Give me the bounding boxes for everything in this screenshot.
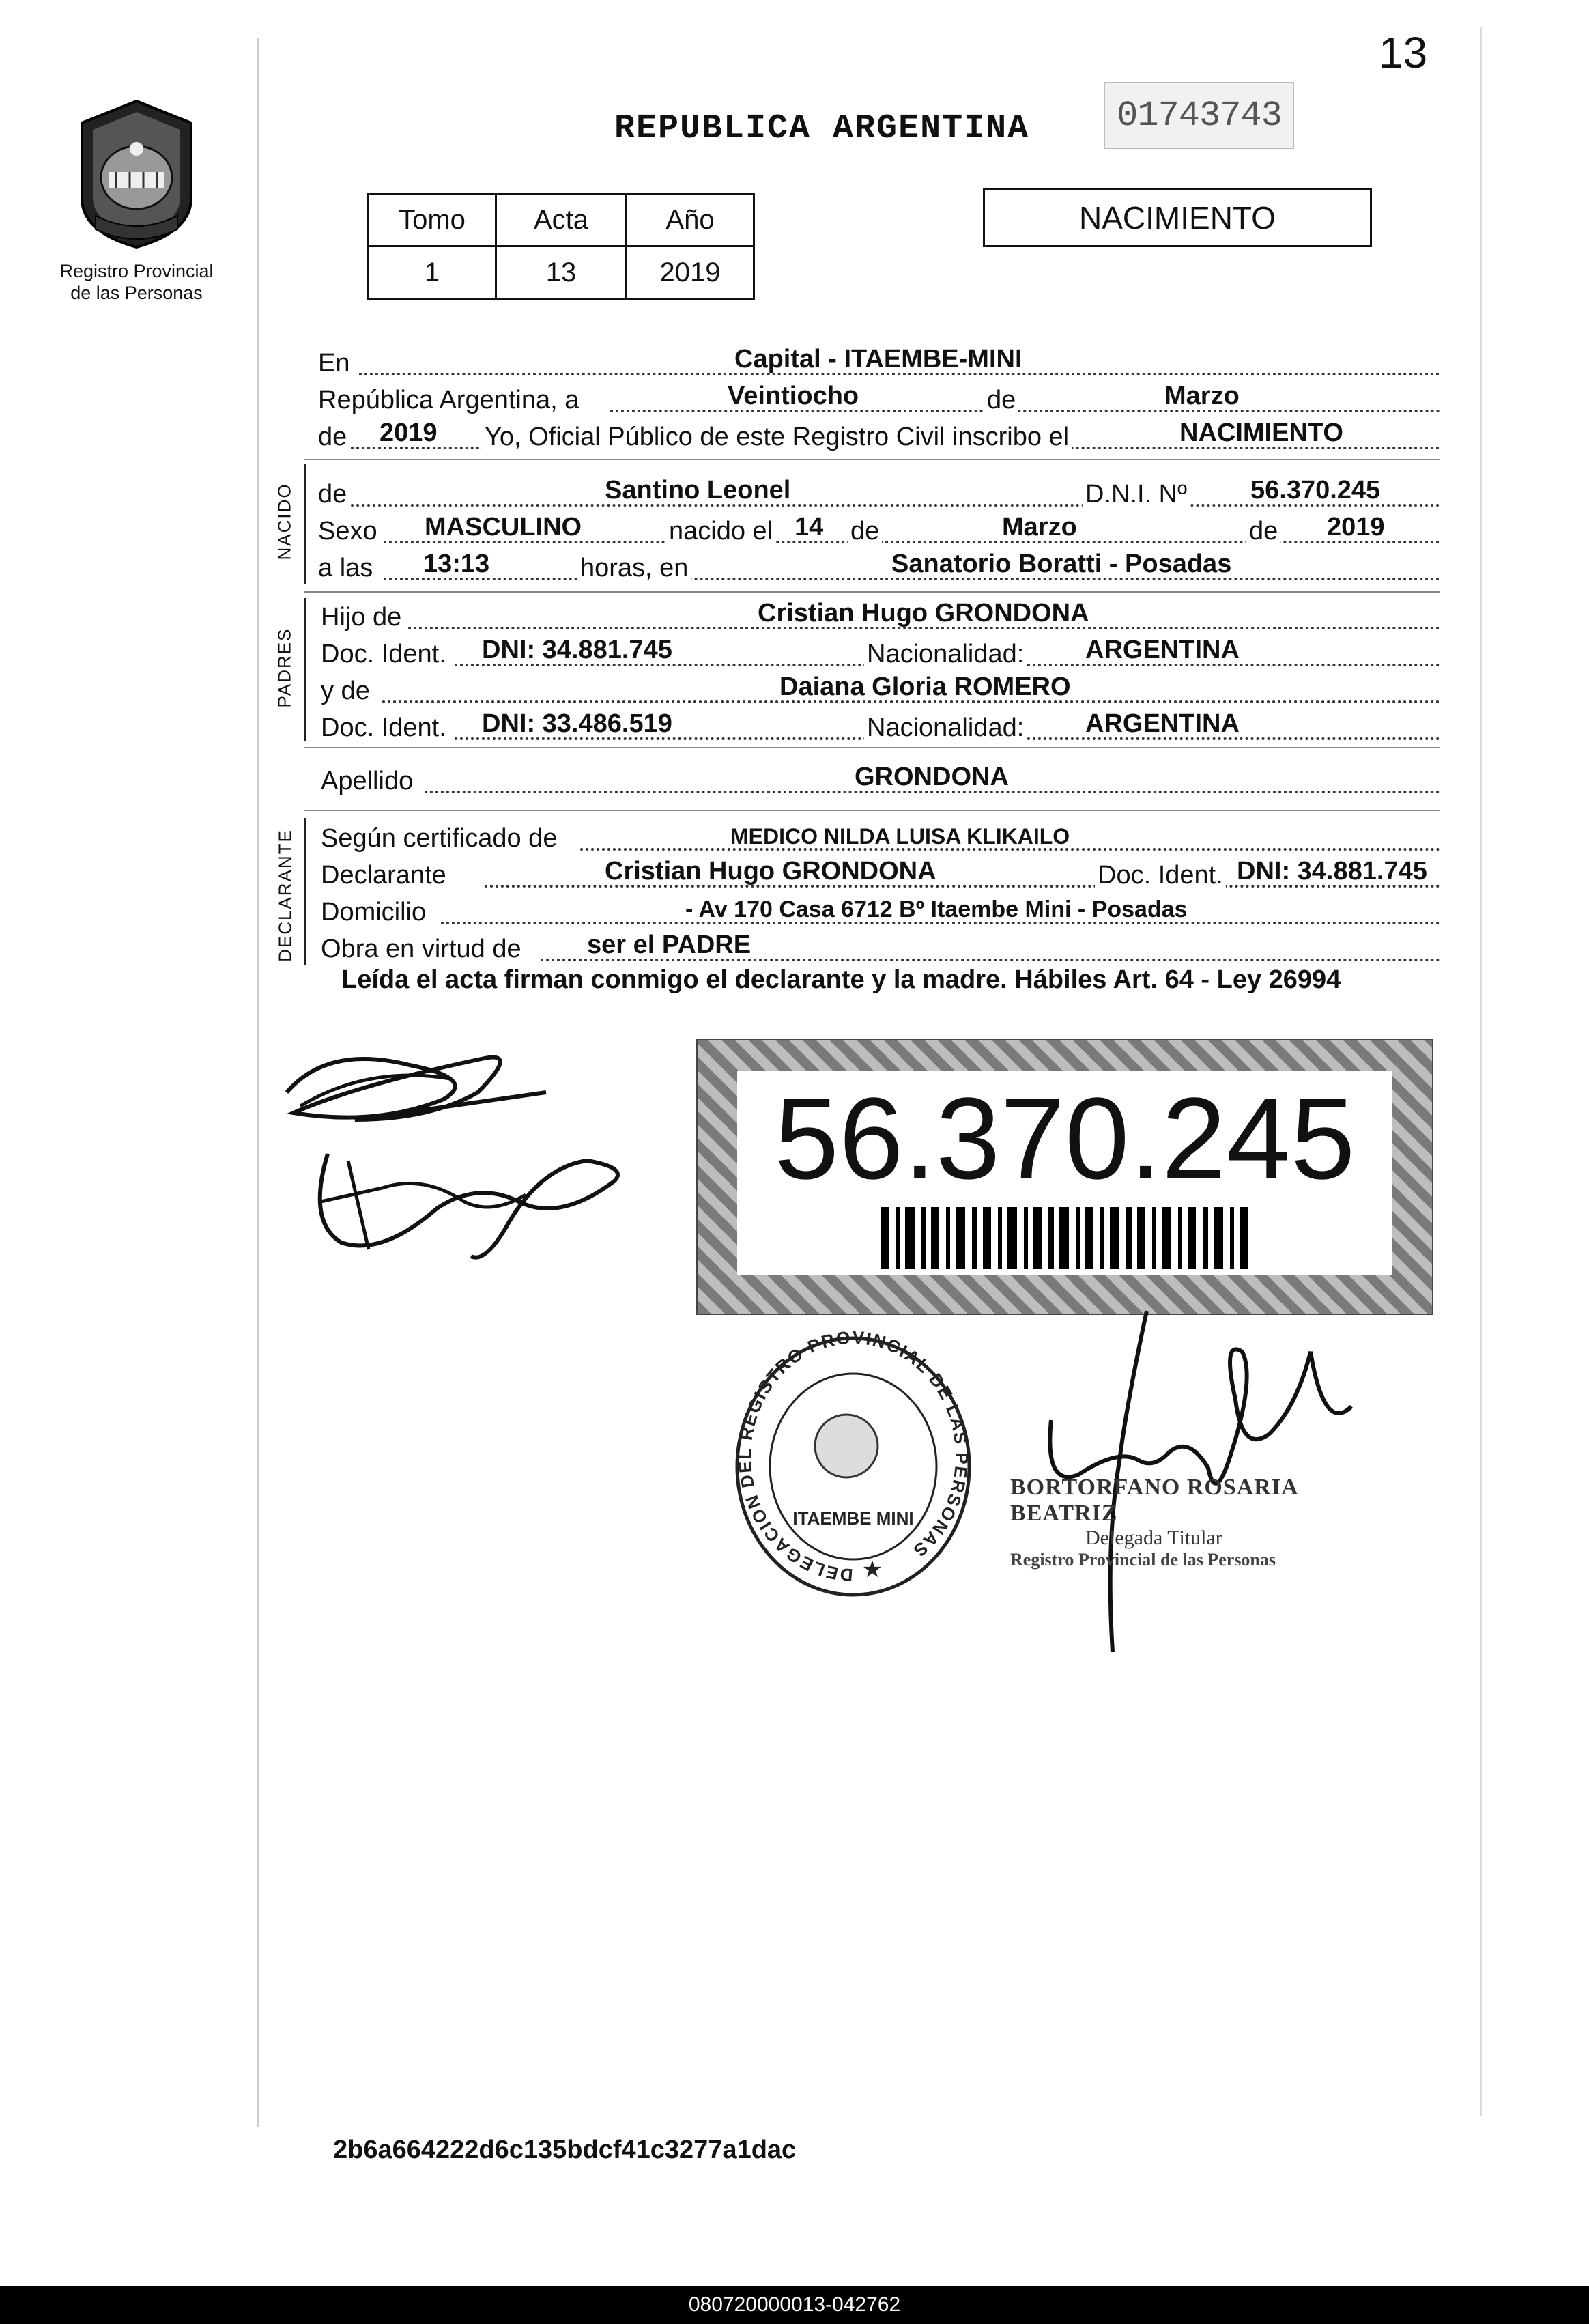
value-apellido: GRONDONA: [855, 763, 1009, 791]
barcode-icon: [881, 1207, 1249, 1269]
official-stamp: [724, 1330, 983, 1603]
line-domicilio: [321, 889, 1440, 930]
label-de-nombre: de: [318, 480, 347, 509]
dni-sticker-number: 56.370.245: [774, 1074, 1356, 1204]
header-acta: Acta: [496, 194, 627, 246]
line-nombre: [318, 471, 1440, 512]
line-madre: [321, 668, 1440, 709]
misiones-coat-of-arms-icon: [68, 96, 205, 253]
left-margin-line: [257, 38, 259, 2127]
declarante-bracket: [304, 818, 306, 965]
value-nombre: Santino Leonel: [605, 476, 791, 505]
label-de: de: [984, 386, 1018, 415]
value-acta: 13: [496, 246, 627, 299]
label-a-las: a las: [318, 554, 373, 582]
value-madre-nac: ARGENTINA: [1085, 709, 1240, 738]
line-hora: [318, 545, 1440, 586]
label-dni: D.N.I. Nº: [1083, 480, 1190, 509]
value-mes-nac: Marzo: [1002, 513, 1077, 541]
stamp-ring-text: DELEGACION DEL REGISTRO PROVINCIAL DE LAS PERSONAS: [734, 1330, 973, 1586]
label-doc-ident: Doc. Ident.: [1095, 861, 1226, 890]
section-divider: [304, 810, 1440, 811]
section-divider: [304, 747, 1440, 748]
value-declarante: Cristian Hugo GRONDONA: [605, 857, 936, 885]
value-tomo: 1: [369, 246, 496, 299]
record-table: [367, 193, 755, 300]
right-margin-line: [1480, 27, 1482, 2116]
section-label-nacido: NACIDO: [274, 483, 295, 561]
line-en: [318, 340, 1440, 381]
value-dia-nac: 14: [794, 513, 824, 541]
nacido-bracket: [304, 464, 306, 584]
line-inscribo: [318, 414, 1440, 455]
value-hora: 13:13: [423, 550, 490, 578]
value-virtud: ser el PADRE: [587, 931, 751, 959]
value-certificado: MEDICO NILDA LUISA KLIKAILO: [730, 824, 1070, 849]
value-padre-doc: DNI: 34.881.745: [482, 636, 672, 664]
label-horas-en: horas, en: [577, 554, 691, 583]
logo-caption: Registro Provincial de las Personas: [59, 261, 214, 303]
value-declarante-doc: DNI: 34.881.745: [1237, 857, 1427, 885]
value-anio-registro: 2019: [380, 419, 438, 447]
declarant-signature: [273, 1017, 560, 1140]
value-dni: 56.370.245: [1250, 476, 1381, 505]
line-certificado: [321, 815, 1440, 856]
label-de: de: [318, 423, 347, 451]
line-madre-doc: [321, 705, 1440, 746]
label-doc-ident: Doc. Ident.: [321, 713, 446, 742]
line-fecha-registro: [318, 377, 1440, 418]
value-madre: Daiana Gloria ROMERO: [779, 672, 1071, 701]
label-doc-ident: Doc. Ident.: [321, 640, 446, 668]
sticker-inner: [737, 1071, 1392, 1275]
padres-bracket: [304, 598, 306, 741]
label-segun-certificado: Según certificado de: [321, 824, 558, 853]
label-sexo: Sexo: [318, 517, 377, 545]
value-anio-nac: 2019: [1327, 513, 1385, 541]
header-tomo: Tomo: [369, 194, 496, 246]
label-domicilio: Domicilio: [321, 898, 427, 926]
section-divider: [304, 459, 1440, 460]
serial-number: 01743743: [1104, 82, 1294, 149]
star-icon: ★: [861, 1556, 883, 1583]
value-mes-registro: Marzo: [1164, 382, 1240, 410]
label-apellido: Apellido: [321, 767, 414, 795]
label-de: de: [1246, 517, 1280, 546]
label-nacido-el: nacido el: [666, 517, 775, 546]
label-y-de: y de: [321, 677, 370, 705]
value-anio: 2019: [627, 246, 754, 299]
line-apellido: [321, 758, 1440, 799]
line-declarante: [321, 852, 1440, 893]
value-dia-registro: Veintiocho: [728, 382, 859, 410]
record-type-box: NACIMIENTO: [983, 188, 1372, 247]
label-obra-en-virtud: Obra en virtud de: [321, 935, 521, 963]
official-registry: Registro Provincial de las Personas: [1010, 1550, 1276, 1570]
label-yo: Yo, Oficial Público de este Registro Civil inscribo el: [482, 423, 1072, 452]
official-name: BORTORFANO ROSARIA BEATRIZ: [1010, 1475, 1298, 1526]
value-sexo: MASCULINO: [425, 513, 582, 541]
header-anio: Año: [627, 194, 754, 246]
value-domicilio: - Av 170 Casa 6712 Bº Itaembe Mini - Posadas: [685, 896, 1188, 922]
dni-number-sticker: [696, 1039, 1433, 1315]
section-label-declarante: DECLARANTE: [274, 829, 296, 962]
stamp-center-text: ITAEMBE MINI: [792, 1508, 914, 1529]
line-sexo: [318, 508, 1440, 549]
value-madre-doc: DNI: 33.486.519: [482, 709, 672, 738]
line-padre-doc: [321, 631, 1440, 672]
label-nacionalidad: Nacionalidad:: [864, 713, 1027, 743]
closing-statement: Leída el acta firman conmigo el declarante y la madre. Hábiles Art. 64 - Ley 26994: [341, 965, 1341, 994]
mother-signature: [300, 1126, 642, 1270]
official-role: Delegada Titular: [1085, 1527, 1222, 1549]
label-hijo-de: Hijo de: [321, 603, 402, 632]
value-padre-nac: ARGENTINA: [1085, 636, 1240, 664]
label-republica: República Argentina, a: [318, 386, 579, 414]
document-title: REPUBLICA ARGENTINA: [614, 109, 1030, 148]
page-number: 13: [1379, 28, 1428, 77]
label-en: En: [318, 349, 350, 378]
official-seal: [1010, 1475, 1365, 1570]
label-nacionalidad: Nacionalidad:: [864, 640, 1027, 669]
document-hash: 2b6a664222d6c135bdcf41c3277a1dac: [333, 2136, 797, 2164]
section-divider: [304, 591, 1440, 593]
value-padre: Cristian Hugo GRONDONA: [758, 599, 1089, 627]
label-declarante: Declarante: [321, 861, 446, 890]
value-lugar: Capital - ITAEMBE-MINI: [734, 345, 1022, 373]
value-lugar-nac: Sanatorio Boratti - Posadas: [891, 550, 1232, 578]
value-tipo: NACIMIENTO: [1179, 419, 1343, 447]
footer-code: 080720000013-042762: [0, 2286, 1589, 2324]
line-virtud: [321, 926, 1440, 967]
section-label-padres: PADRES: [274, 627, 295, 708]
line-padre: [321, 594, 1440, 635]
provincial-logo: [48, 96, 225, 304]
label-de: de: [848, 517, 882, 546]
